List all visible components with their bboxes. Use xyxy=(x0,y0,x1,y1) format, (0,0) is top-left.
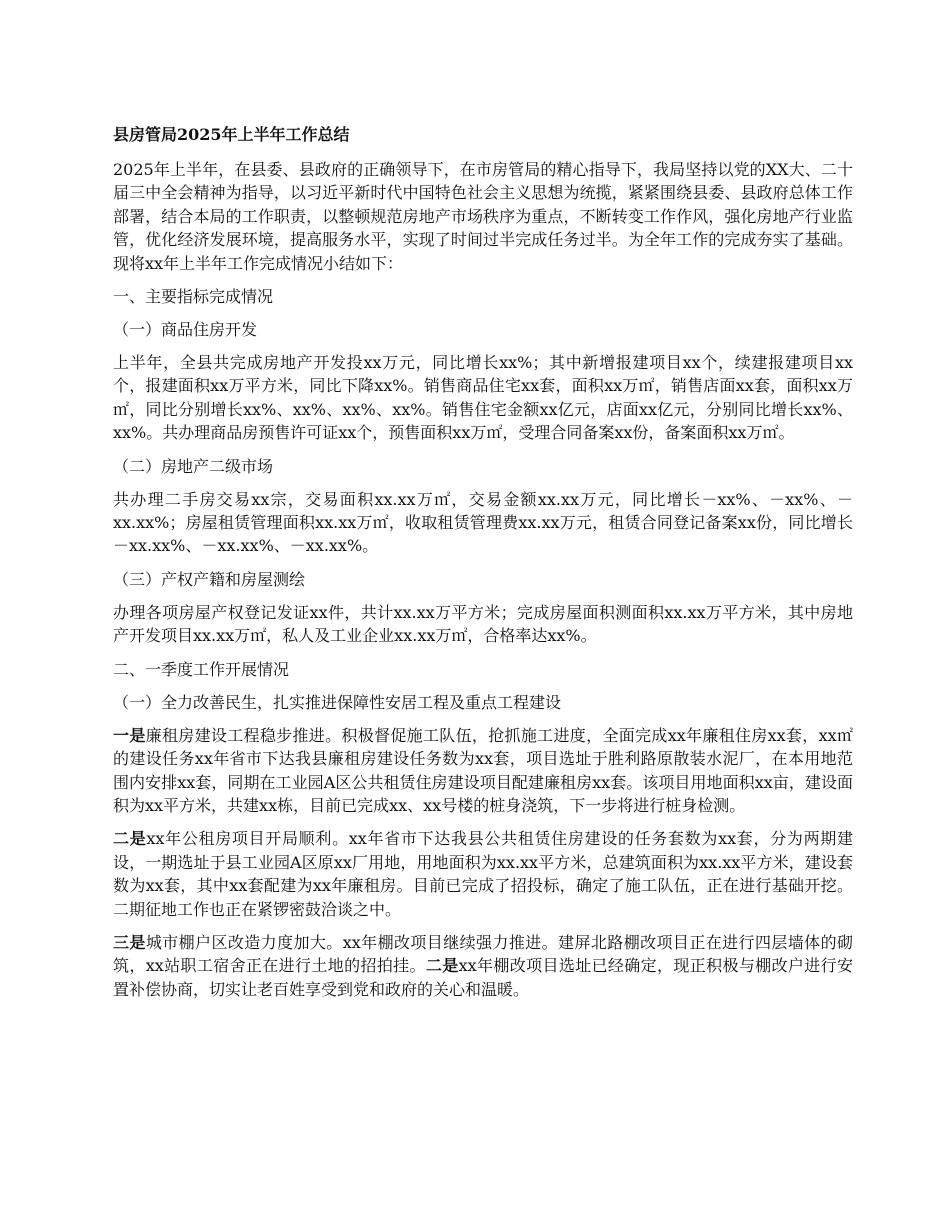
item-body: 城市棚户区改造力度加大。xx年棚改项目继续强力推进。建屏北路棚改项目正在进行四层墙体的砌筑，xx站职工宿舍正在进行土地的招拍挂。 xyxy=(113,932,853,976)
item-shantytown-renovation xyxy=(113,931,853,1001)
item-lead: 二是 xyxy=(113,829,147,849)
intro-paragraph: 2025年上半年，在县委、县政府的正确领导下，在市房管局的精心指导下，我局坚持以党的XX大、二十届三中全会精神为指导，以习近平新时代中国特色社会主义思想为统揽，紧紧围绕县委、县政府总体工作部署，结合本局的工作职责，以整顿规范房地产市场秩序为重点，不断转变工作作风，强化房地产行业监管，优化经济发展环境，提高服务水平，实现了时间过半完成任务过半。为全年工作的完成夯实了基础。现将xx年上半年工作完成情况小结如下： xyxy=(113,160,853,273)
item-body: xx年公租房项目开局顺利。xx年省市下达我县公共租赁住房建设的任务套数为xx套，分为两期建设，一期选址于县工业园A区原xx厂用地，用地面积为xx.xx平方米，总建筑面积为xx.xx平方米，建设套数为xx套，其中xx套配建为xx年廉租房。目前已完成了招投标，确定了施工队伍，正在进行基础开挖。二期征地工作也正在紧锣密鼓洽谈之中。 xyxy=(113,829,853,919)
subsection-heading-livelihood: （一）全力改善民生，扎实推进保障性安居工程及重点工程建设 xyxy=(113,692,562,712)
document-page xyxy=(113,124,853,1011)
subsection-heading-secondary-market: （二）房地产二级市场 xyxy=(113,456,274,476)
document-title: 县房管局2025年上半年工作总结 xyxy=(113,125,350,144)
item-lead-secondary: 二是 xyxy=(425,956,459,976)
item-body-secondary: xx年棚改项目选址已经确定，现正积极与棚改户进行安置补偿协商，切实让老百姓享受到党和政府的关心和温暖。 xyxy=(113,956,853,999)
subsection-heading-property-rights: （三）产权产籍和房屋测绘 xyxy=(113,569,306,589)
section-heading-indicators: 一、主要指标完成情况 xyxy=(113,287,274,307)
subsection-heading-housing-development: （一）商品住房开发 xyxy=(113,320,258,340)
item-low-rent-housing xyxy=(113,724,853,818)
item-body: 廉租房建设工程稳步推进。积极督促施工队伍，抢抓施工进度，全面完成xx年廉租住房xx套，xx㎡的建设任务xx年省市下达我县廉租房建设任务数为xx套，项目选址于胜利路原散装水泥厂，在本用地范围内安排xx套，同期在工业园A区公共租赁住房建设项目配建廉租房xx套。该项目用地面积xx亩，建设面积为xx平方米，共建xx栋，目前已完成xx、xx号楼的桩身浇筑，下一步将进行桩身检测。 xyxy=(113,725,853,815)
secondary-market-paragraph: 共办理二手房交易xx宗，交易面积xx.xx万㎡，交易金额xx.xx万元，同比增长－xx%、－xx%、－xx.xx%；房屋租赁管理面积xx.xx万㎡，收取租赁管理费xx.xx万元，租赁合同登记备案xx份，同比增长－xx.xx%、－xx.xx%、－xx.xx%。 xyxy=(113,489,853,556)
section-heading-quarter-work: 二、一季度工作开展情况 xyxy=(113,659,290,679)
housing-development-paragraph: 上半年，全县共完成房地产开发投xx万元，同比增长xx%；其中新增报建项目xx个，续建报建项目xx个，报建面积xx万平方米，同比下降xx%。销售商品住宅xx套，面积xx万㎡，销售店面xx套，面积xx万㎡，同比分别增长xx%、xx%、xx%、xx%。销售住宅金额xx亿元，店面xx亿元，分别同比增长xx%、xx%。共办理商品房预售许可证xx个，预售面积xx万㎡，受理合同备案xx份，备案面积xx万㎡。 xyxy=(113,353,853,443)
item-public-rental-housing xyxy=(113,827,853,921)
item-lead: 三是 xyxy=(113,932,146,952)
item-lead: 一是 xyxy=(113,725,146,745)
property-rights-paragraph: 办理各项房屋产权登记发证xx件，共计xx.xx万平方米；完成房屋面积测面积xx.xx万平方米，其中房地产开发项目xx.xx万㎡，私人及工业企业xx.xx万㎡，合格率达xx%。 xyxy=(113,602,853,646)
